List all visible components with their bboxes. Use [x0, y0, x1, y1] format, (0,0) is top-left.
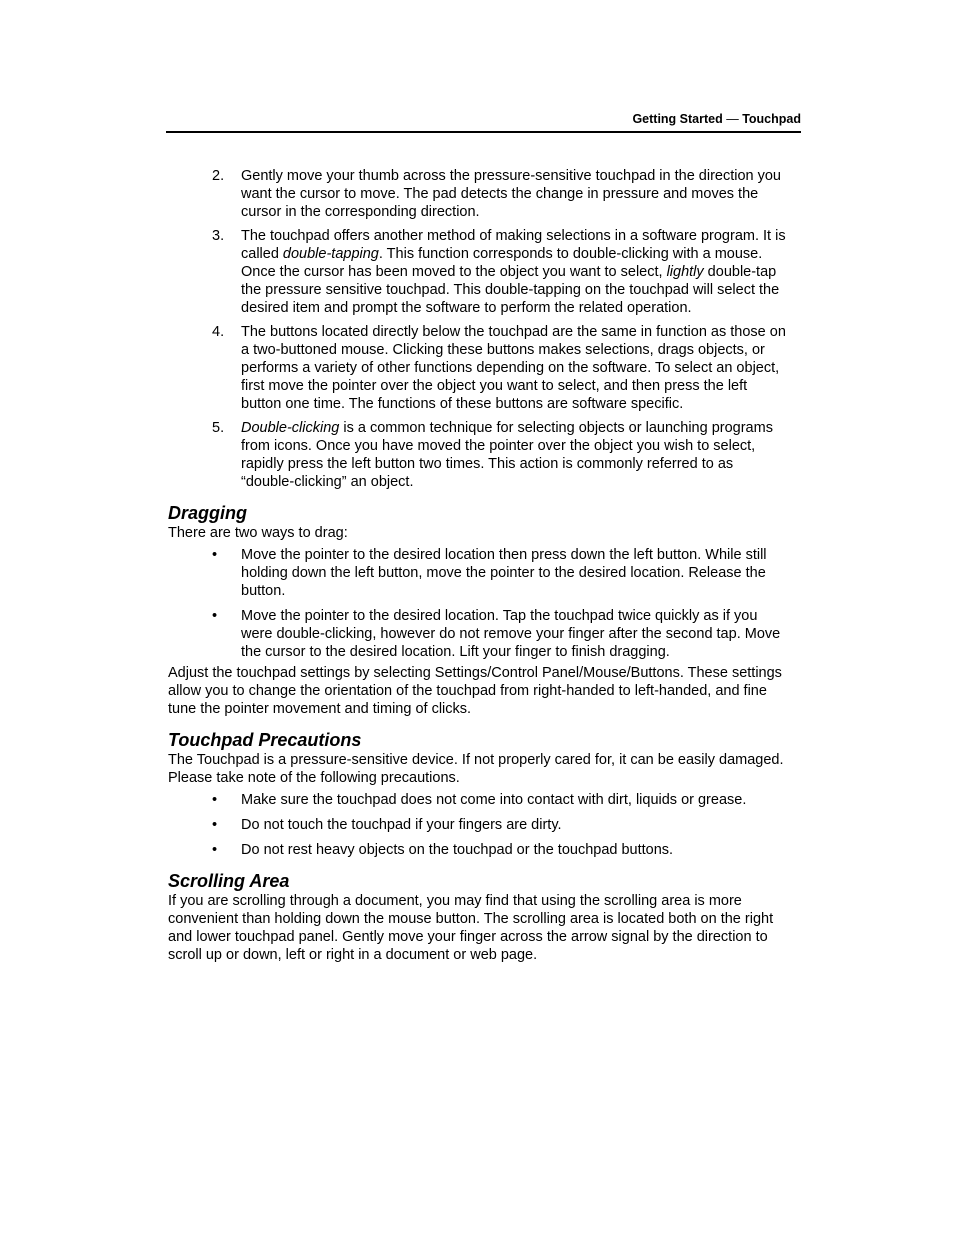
term-double-tapping: double-tapping [282, 246, 379, 262]
list-item [168, 227, 788, 317]
scrolling-body: If you are scrolling through a document, you may find that using the scrolling area is more convenient than holding down the mouse button. The scrolling area is located both on the right and lower touchpad panel. Gently move your finger across the arrow signal by the direction to scroll up or down, left or right in a document or web page. [168, 893, 774, 963]
bullet-glyph: • [212, 608, 218, 624]
header-dash: — [726, 112, 739, 126]
bullet-glyph: • [212, 547, 218, 563]
dragging-bullets [168, 546, 788, 661]
steps-list [168, 167, 788, 491]
term-lightly: lightly [666, 264, 704, 280]
bullet-glyph: • [212, 792, 218, 808]
list-number: 4. [212, 324, 225, 340]
list-item [168, 546, 788, 600]
list-item [168, 323, 788, 413]
page-body [168, 167, 788, 964]
bullet-text: Do not touch the touchpad if your fingers are dirty. [241, 817, 562, 833]
term-double-clicking: Double-clicking [241, 420, 340, 436]
list-item [168, 607, 788, 661]
dragging-intro: There are two ways to drag: [168, 525, 348, 541]
list-item [168, 816, 788, 834]
list-item [168, 167, 788, 221]
list-text: Gently move your thumb across the pressure-sensitive touchpad in the direction you want the cursor to move. The pad detects the change in pressure and moves the cursor in the corresponding direction. [241, 168, 781, 220]
list-number: 5. [212, 420, 225, 436]
header-section: Getting Started [632, 112, 723, 126]
precautions-intro: The Touchpad is a pressure-sensitive device. If not properly cared for, it can be easily damaged. Please take note of the following precautions. [168, 752, 784, 786]
list-item [168, 791, 788, 809]
list-text: The touchpad offers another method of making selections in a software program. It is called [241, 228, 786, 262]
dragging-outro: Adjust the touchpad settings by selecting Settings/Control Panel/Mouse/Buttons. These settings allow you to change the orientation of the touchpad from right-handed to left-handed, and fine tune the pointer movement and timing of clicks. [168, 665, 782, 717]
header-topic: Touchpad [742, 112, 801, 126]
bullet-text: Do not rest heavy objects on the touchpad or the touchpad buttons. [241, 842, 674, 858]
list-text: . This function corresponds to double-clicking with a mouse. Once the cursor has been moved to the object you want to select, [241, 246, 763, 280]
list-text: is a common technique for selecting objects or launching programs from icons. Once you have moved the pointer over the object you wish to select, rapidly press the left button two times. This action is commonly referred to as “double-clicking” an object. [241, 420, 773, 490]
list-text: double-tap the pressure sensitive touchpad. This double-tapping on the touchpad will select the desired item and prompt the software to perform the related operation. [241, 264, 780, 316]
bullet-text: Move the pointer to the desired location then press down the left button. While still holding down the left button, move the pointer to the desired location. Release the button. [241, 547, 767, 599]
list-item [168, 419, 788, 491]
bullet-text: Make sure the touchpad does not come into contact with dirt, liquids or grease. [241, 792, 747, 808]
list-number: 3. [212, 228, 225, 244]
bullet-glyph: • [212, 817, 218, 833]
bullet-glyph: • [212, 842, 218, 858]
section-heading-dragging: Dragging [168, 503, 247, 523]
bullet-text: Move the pointer to the desired location. Tap the touchpad twice quickly as if you were double-clicking, however do not remove your finger after the second tap. Move the cursor to the desired location. Lift your finger to finish dragging. [241, 608, 781, 660]
section-heading-precautions: Touchpad Precautions [168, 730, 362, 750]
running-header [166, 112, 801, 133]
list-text: The buttons located directly below the touchpad are the same in function as those on a two-buttoned mouse. Clicking these buttons makes selections, drags objects, or performs a variety of other functions depending on the software. To select an object, first move the pointer over the object you want to select, and then press the left button one time. The functions of these buttons are software specific. [241, 324, 786, 412]
list-number: 2. [212, 168, 225, 184]
list-item [168, 841, 788, 859]
section-heading-scrolling: Scrolling Area [168, 871, 290, 891]
precautions-bullets [168, 791, 788, 859]
